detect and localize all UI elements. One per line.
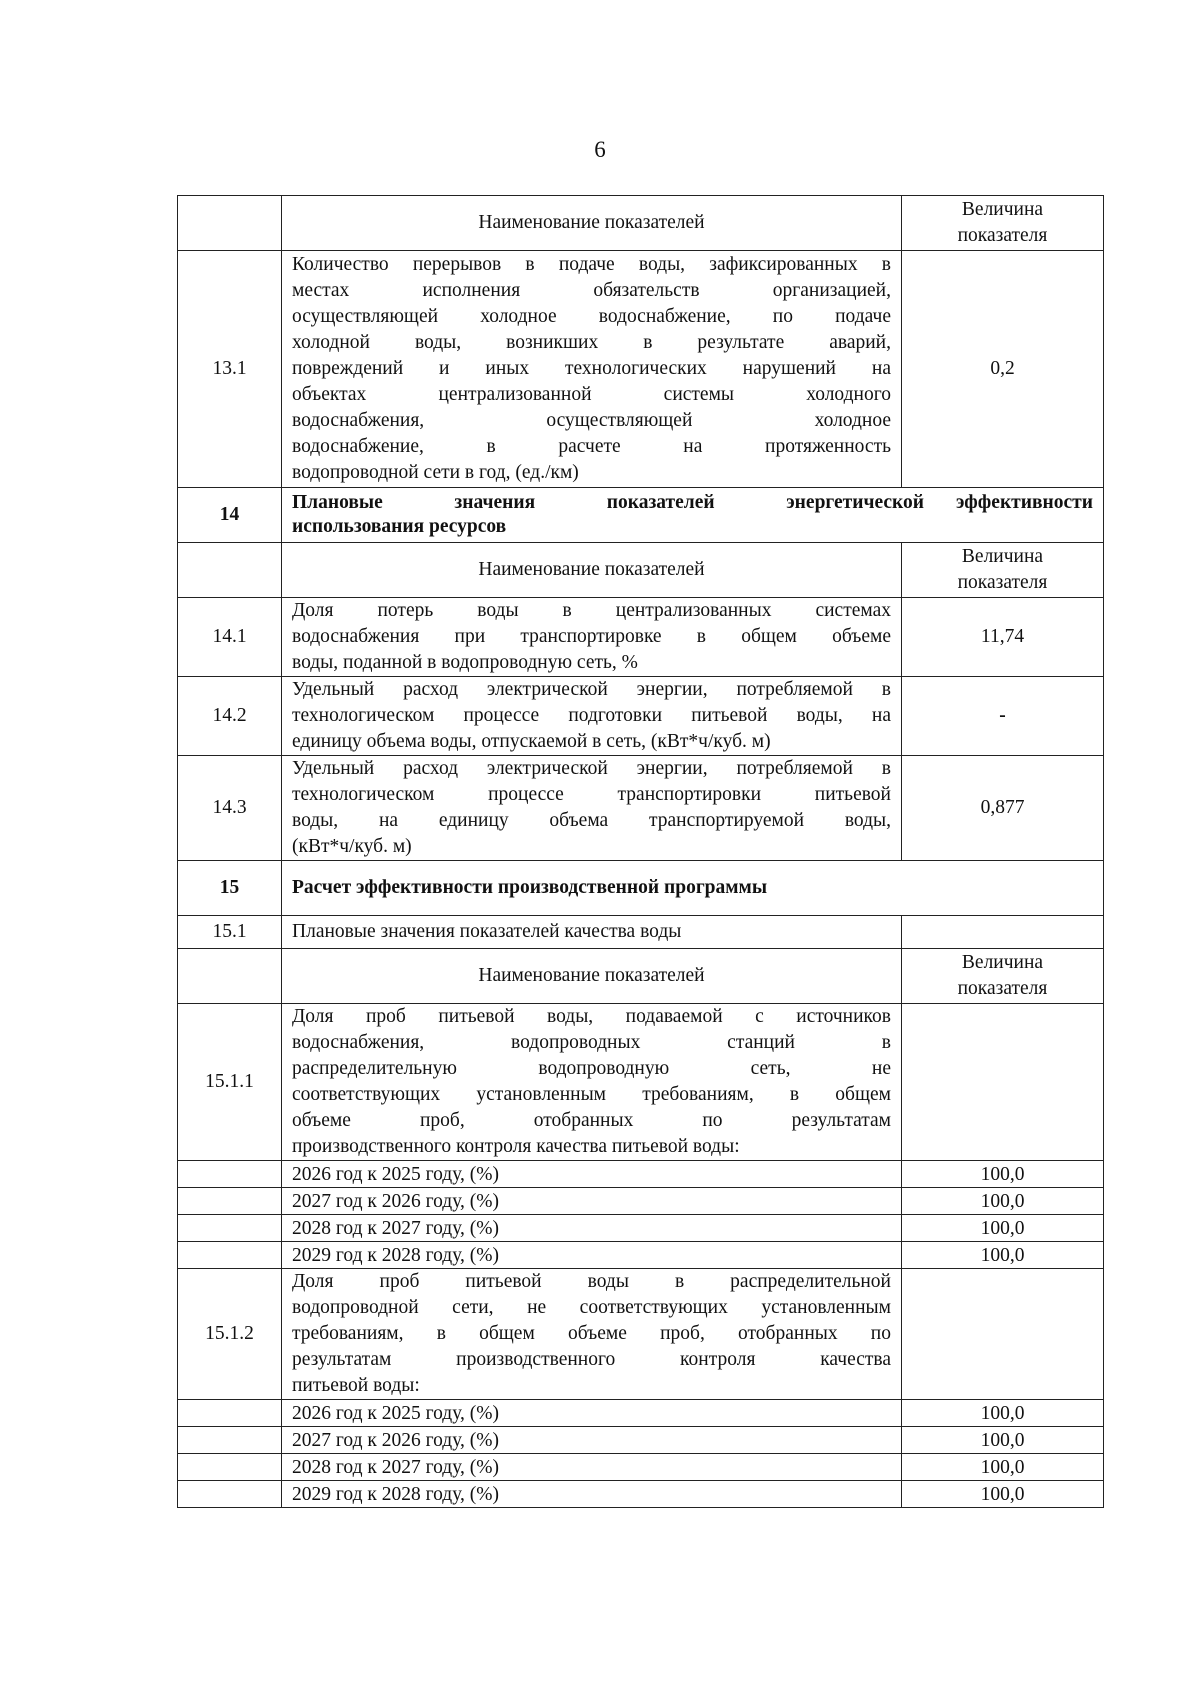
year-label: 2028 год к 2027 году, (%) (282, 1454, 902, 1481)
desc-line: технологическом процессе транспортировки питьевой (292, 784, 891, 805)
desc-line: единицу объема воды, отпускаемой в сеть, (кВт*ч/куб. м) (292, 731, 771, 752)
row-number: 14.3 (178, 756, 282, 861)
section-row-15 (178, 861, 1104, 916)
header-num-cell (178, 949, 282, 1004)
header-name-cell: Наименование показателей (282, 543, 902, 598)
desc-line: осуществляющей холодное водоснабжение, по подаче (292, 306, 891, 327)
section-title: Расчет эффективности производственной программы (282, 861, 1104, 916)
desc-line: водопроводной сети, не соответствующих установленным (292, 1297, 891, 1318)
desc-line: местах исполнения обязательств организацией, (292, 280, 891, 301)
indicators-table (177, 195, 1104, 1508)
header-name-cell: Наименование показателей (282, 949, 902, 1004)
year-row (178, 1454, 1104, 1481)
section-title (282, 488, 1104, 543)
row-number: 13.1 (178, 251, 282, 488)
desc-line: Удельный расход электрической энергии, потребляемой в (292, 758, 891, 779)
row-number: 14.1 (178, 598, 282, 677)
row-description (282, 677, 902, 756)
year-label: 2029 год к 2028 году, (%) (282, 1481, 902, 1508)
desc-line: повреждений и иных технологических нарушений на (292, 358, 891, 379)
row-number: 14.2 (178, 677, 282, 756)
section-row-14 (178, 488, 1104, 543)
table-row-15-1 (178, 916, 1104, 949)
header-value-line1: Величина (961, 952, 1044, 973)
desc-line: объеме проб, отобранных по результатам (292, 1110, 891, 1131)
table-row-14-1 (178, 598, 1104, 677)
year-value: 100,0 (902, 1242, 1104, 1269)
header-value-line1: Величина (961, 199, 1044, 220)
year-value: 100,0 (902, 1400, 1104, 1427)
row-description (282, 598, 902, 677)
row-number: 15.1.2 (178, 1269, 282, 1400)
year-num-cell (178, 1481, 282, 1508)
year-value: 100,0 (902, 1481, 1104, 1508)
year-row (178, 1427, 1104, 1454)
row-value: 0,877 (902, 756, 1104, 861)
row-value (902, 1004, 1104, 1161)
desc-line: соответствующих установленным требованиям, в общем (292, 1084, 891, 1105)
year-value: 100,0 (902, 1427, 1104, 1454)
table-row-13-1 (178, 251, 1104, 488)
row-value: - (902, 677, 1104, 756)
desc-line: воды, на единицу объема транспортируемой воды, (292, 810, 891, 831)
row-value (902, 916, 1104, 949)
year-value: 100,0 (902, 1454, 1104, 1481)
header-num-cell (178, 196, 282, 251)
year-num-cell (178, 1400, 282, 1427)
year-num-cell (178, 1242, 282, 1269)
desc-line: результатам производственного контроля качества (292, 1349, 891, 1370)
header-value-cell (902, 196, 1104, 251)
row-value: 11,74 (902, 598, 1104, 677)
row-value: 0,2 (902, 251, 1104, 488)
table-header-row (178, 543, 1104, 598)
desc-line: распределительную водопроводную сеть, не (292, 1058, 891, 1079)
section-title-line1-right: эффективности (956, 492, 1093, 513)
header-name-cell: Наименование показателей (282, 196, 902, 251)
year-row (178, 1481, 1104, 1508)
desc-line: Доля потерь воды в централизованных системах (292, 600, 891, 621)
year-num-cell (178, 1215, 282, 1242)
table-header-row (178, 196, 1104, 251)
desc-line: питьевой воды: (292, 1375, 420, 1396)
year-num-cell (178, 1454, 282, 1481)
header-value-line2: показателя (957, 978, 1048, 999)
desc-line: Количество перерывов в подаче воды, зафиксированных в (292, 254, 891, 275)
section-title-line2: использования ресурсов (292, 516, 507, 537)
desc-line: Доля проб питьевой воды, подаваемой с источников (292, 1006, 891, 1027)
desc-line: (кВт*ч/куб. м) (292, 836, 412, 857)
year-num-cell (178, 1427, 282, 1454)
row-number: 15.1.1 (178, 1004, 282, 1161)
year-label: 2027 год к 2026 году, (%) (282, 1427, 902, 1454)
desc-line: Доля проб питьевой воды в распределительной (292, 1271, 891, 1292)
row-number: 15.1 (178, 916, 282, 949)
header-value-line2: показателя (957, 225, 1048, 246)
year-label: 2028 год к 2027 году, (%) (282, 1215, 902, 1242)
desc-line: воды, поданной в водопроводную сеть, % (292, 652, 638, 673)
desc-line: водоснабжения, осуществляющей холодное (292, 410, 891, 431)
header-num-cell (178, 543, 282, 598)
desc-line: Удельный расход электрической энергии, потребляемой в (292, 679, 891, 700)
table-row-15-1-2 (178, 1269, 1104, 1400)
desc-line: объектах централизованной системы холодного (292, 384, 891, 405)
year-value: 100,0 (902, 1188, 1104, 1215)
header-value-cell (902, 949, 1104, 1004)
year-row (178, 1161, 1104, 1188)
year-label: 2026 год к 2025 году, (%) (282, 1400, 902, 1427)
header-value-line2: показателя (957, 572, 1048, 593)
year-num-cell (178, 1188, 282, 1215)
header-value-cell (902, 543, 1104, 598)
year-label: 2027 год к 2026 году, (%) (282, 1188, 902, 1215)
year-num-cell (178, 1161, 282, 1188)
desc-line: производственного контроля качества питьевой воды: (292, 1136, 740, 1157)
row-description (282, 1004, 902, 1161)
desc-line: водоснабжения, водопроводных станций в (292, 1032, 891, 1053)
table-row-15-1-1 (178, 1004, 1104, 1161)
desc-line: требованиям, в общем объеме проб, отобранных по (292, 1323, 891, 1344)
table-header-row (178, 949, 1104, 1004)
desc-line: водоснабжения при транспортировке в общем объеме (292, 626, 891, 647)
year-value: 100,0 (902, 1215, 1104, 1242)
table-row-14-2 (178, 677, 1104, 756)
table-row-14-3 (178, 756, 1104, 861)
year-row (178, 1188, 1104, 1215)
desc-line: водопроводной сети в год, (ед./км) (292, 462, 579, 483)
year-value: 100,0 (902, 1161, 1104, 1188)
row-description (282, 251, 902, 488)
header-value-line1: Величина (961, 546, 1044, 567)
page-number: 6 (594, 137, 606, 162)
year-row (178, 1400, 1104, 1427)
year-label: 2026 год к 2025 году, (%) (282, 1161, 902, 1188)
row-description (282, 1269, 902, 1400)
section-number: 15 (178, 861, 282, 916)
section-number: 14 (178, 488, 282, 543)
row-description (282, 756, 902, 861)
section-title-line1-left: Плановые значения показателей энергетической (292, 492, 924, 513)
desc-line: водоснабжение, в расчете на протяженность (292, 436, 891, 457)
year-row (178, 1242, 1104, 1269)
year-label: 2029 год к 2028 году, (%) (282, 1242, 902, 1269)
year-row (178, 1215, 1104, 1242)
desc-line: технологическом процессе подготовки питьевой воды, на (292, 705, 891, 726)
row-description: Плановые значения показателей качества воды (282, 916, 902, 949)
desc-line: холодной воды, возникших в результате аварий, (292, 332, 891, 353)
row-value (902, 1269, 1104, 1400)
